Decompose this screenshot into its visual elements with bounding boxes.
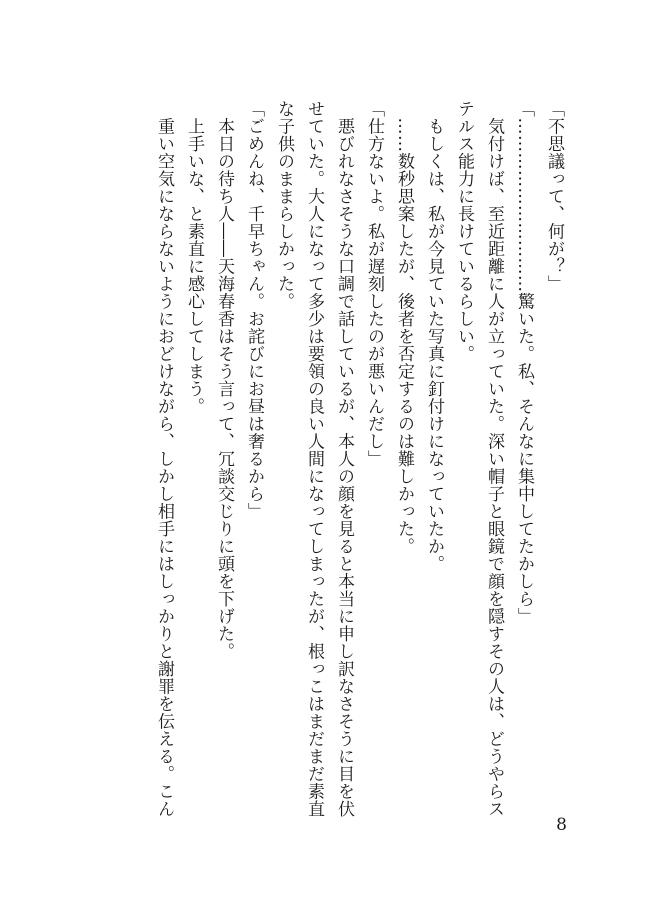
text-line: もしくは、私が今見ていた写真に釘付けになっていたか。 xyxy=(424,100,444,573)
text-line: ……数秒思案したが、後者を否定するのは難しかった。 xyxy=(394,100,414,555)
text-line: 「ごめんね、千早ちゃん。お詫びにお昼は奢るから」 xyxy=(244,100,264,520)
text-line: 「仕方ないよ。私が遅刻したのが悪いんだし」 xyxy=(364,100,384,468)
text-line: せていた。大人になって多少は要領の良い人間になってしまったが、根っこはまだまだ素直 xyxy=(304,100,324,818)
vertical-text-body xyxy=(149,100,569,818)
text-line: 上手いな、と素直に感心してしまう。 xyxy=(184,100,204,415)
text-line: 「不思議って、何が？」 xyxy=(544,100,564,293)
text-line: 本日の待ち人――天海春香はそう言って、冗談交じりに頭を下げた。 xyxy=(214,100,234,660)
text-line: 重い空気にならないようにおどけながら、しかし相手にはしっかりと謝罪を伝える。こん xyxy=(154,100,174,818)
page-number: 8 xyxy=(556,815,567,835)
text-line: な子供のままらしかった。 xyxy=(274,100,294,310)
text-line: 「…………………………驚いた。私、そんなに集中してたかしら」 xyxy=(514,100,534,625)
text-line: 気付けば、至近距離に人が立っていた。深い帽子と眼鏡で顔を隠すその人は、どうやらス xyxy=(484,100,504,818)
text-line: テルス能力に長けているらしい。 xyxy=(454,100,474,363)
text-line: 悪びれなさそうな口調で話しているが、本人の顔を見ると本当に申し訳なさそうに目を伏 xyxy=(334,100,354,818)
